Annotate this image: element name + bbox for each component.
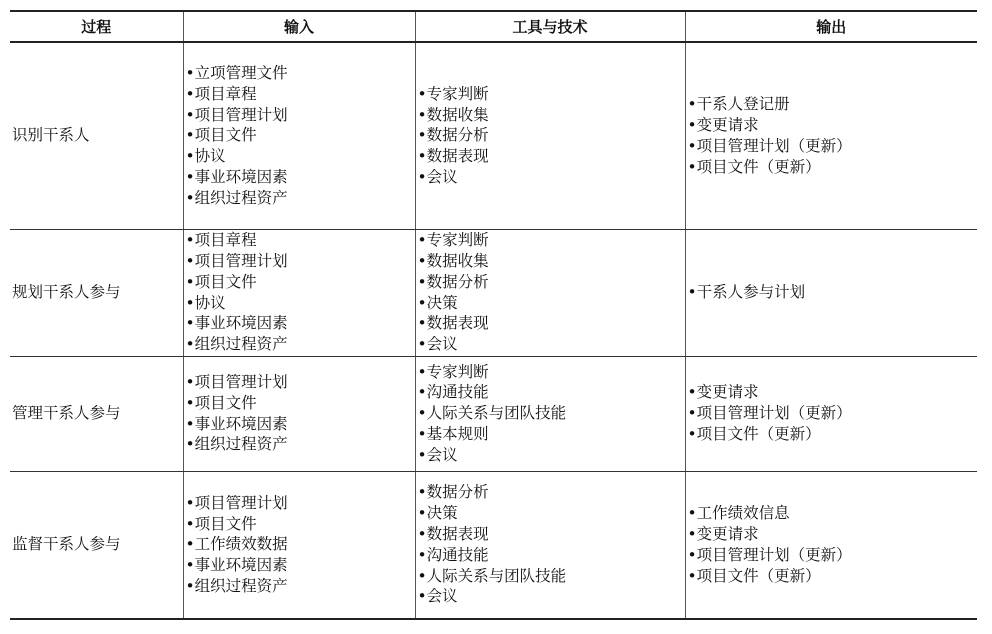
tool-item: • 基本规则: [418, 424, 685, 445]
tool-item: • 决策: [418, 503, 685, 524]
process-cell: 识别干系人: [10, 42, 183, 229]
tool-item: • 数据表现: [418, 524, 685, 545]
process-cell: 管理干系人参与: [10, 356, 183, 471]
tool-item: • 决策: [418, 293, 685, 314]
output-item: • 变更请求: [688, 524, 978, 545]
header-tools: 工具与技术: [415, 11, 685, 42]
tool-item: • 数据分析: [418, 482, 685, 503]
tool-item: • 沟通技能: [418, 382, 685, 403]
input-item: • 项目文件: [186, 514, 415, 535]
itto-table-container: [10, 10, 977, 620]
tool-item: • 人际关系与团队技能: [418, 566, 685, 587]
itto-table: [10, 10, 977, 620]
input-item: • 组织过程资产: [186, 188, 415, 209]
input-item: • 组织过程资产: [186, 576, 415, 597]
process-cell: 监督干系人参与: [10, 471, 183, 619]
output-item: • 干系人参与计划: [688, 282, 978, 303]
tool-item: • 会议: [418, 445, 685, 466]
tool-item: • 数据表现: [418, 313, 685, 334]
output-item: • 项目文件（更新）: [688, 566, 978, 587]
output-cell: [685, 229, 977, 356]
output-item: • 项目管理计划（更新）: [688, 545, 978, 566]
input-cell: [183, 42, 415, 229]
input-item: • 事业环境因素: [186, 313, 415, 334]
input-cell: [183, 356, 415, 471]
output-cell: [685, 42, 977, 229]
input-item: • 项目管理计划: [186, 493, 415, 514]
input-item: • 项目文件: [186, 125, 415, 146]
output-cell: [685, 356, 977, 471]
tools-cell: [415, 356, 685, 471]
input-cell: [183, 229, 415, 356]
input-item: • 立项管理文件: [186, 63, 415, 84]
tool-item: • 数据分析: [418, 272, 685, 293]
input-item: • 项目管理计划: [186, 105, 415, 126]
table-body: [10, 42, 977, 619]
tool-item: • 专家判断: [418, 362, 685, 383]
header-outputs: 输出: [685, 11, 977, 42]
tool-item: • 会议: [418, 586, 685, 607]
header-inputs: 输入: [183, 11, 415, 42]
tool-item: • 数据表现: [418, 146, 685, 167]
table-row: [10, 356, 977, 471]
table-row: [10, 229, 977, 356]
input-item: • 事业环境因素: [186, 167, 415, 188]
tools-cell: [415, 42, 685, 229]
output-item: • 项目文件（更新）: [688, 424, 978, 445]
input-item: • 协议: [186, 293, 415, 314]
process-cell: 规划干系人参与: [10, 229, 183, 356]
output-item: • 变更请求: [688, 382, 978, 403]
tool-item: • 会议: [418, 334, 685, 355]
input-item: • 项目文件: [186, 393, 415, 414]
tool-item: • 数据收集: [418, 105, 685, 126]
input-item: • 项目管理计划: [186, 251, 415, 272]
tool-item: • 数据分析: [418, 125, 685, 146]
input-item: • 项目文件: [186, 272, 415, 293]
header-process: 过程: [10, 11, 183, 42]
tool-item: • 数据收集: [418, 251, 685, 272]
input-cell: [183, 471, 415, 619]
output-cell: [685, 471, 977, 619]
input-item: • 项目章程: [186, 84, 415, 105]
input-item: • 组织过程资产: [186, 434, 415, 455]
output-item: • 变更请求: [688, 115, 978, 136]
output-item: • 工作绩效信息: [688, 503, 978, 524]
tool-item: • 专家判断: [418, 84, 685, 105]
output-item: • 项目文件（更新）: [688, 157, 978, 178]
output-item: • 项目管理计划（更新）: [688, 136, 978, 157]
header-row: [10, 11, 977, 42]
table-row: [10, 42, 977, 229]
input-item: • 工作绩效数据: [186, 534, 415, 555]
tool-item: • 专家判断: [418, 230, 685, 251]
tool-item: • 人际关系与团队技能: [418, 403, 685, 424]
input-item: • 协议: [186, 146, 415, 167]
input-item: • 项目管理计划: [186, 372, 415, 393]
output-item: • 干系人登记册: [688, 94, 978, 115]
input-item: • 事业环境因素: [186, 414, 415, 435]
input-item: • 事业环境因素: [186, 555, 415, 576]
output-item: • 项目管理计划（更新）: [688, 403, 978, 424]
tools-cell: [415, 229, 685, 356]
input-item: • 项目章程: [186, 230, 415, 251]
tool-item: • 沟通技能: [418, 545, 685, 566]
table-row: [10, 471, 977, 619]
tool-item: • 会议: [418, 167, 685, 188]
tools-cell: [415, 471, 685, 619]
input-item: • 组织过程资产: [186, 334, 415, 355]
